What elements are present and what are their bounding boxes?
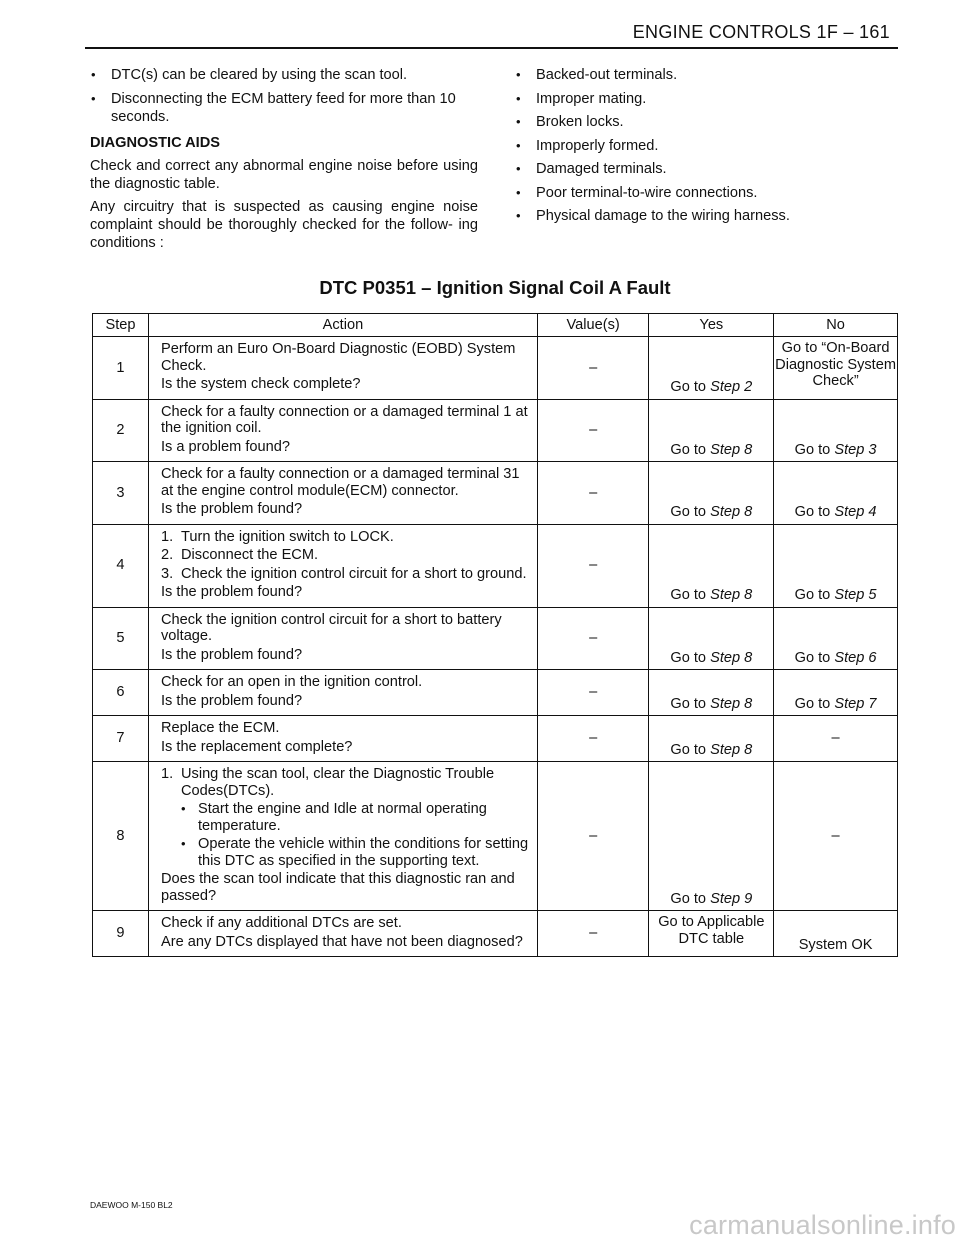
step-cell: 2: [93, 399, 149, 462]
bullet-icon: •: [516, 90, 521, 106]
action-cell: 1. Using the scan tool, clear the Diagnostic Trouble Codes(DTCs). • Start the engine and Idle at normal operating temperature. • Operate the vehicle within the conditions for setting this DTC as specified in the supporting text. Does the scan tool indicate that this diagnostic ran and passed?: [148, 762, 537, 911]
no-cell: Go to Step 5: [774, 524, 898, 607]
watermark: carmanualsonline.info: [689, 1210, 956, 1240]
no-cell: System OK: [774, 911, 898, 957]
table-row: [93, 524, 898, 607]
bullet-item: • Disconnecting the ECM battery feed for more than 10 seconds.: [91, 90, 456, 125]
bullet-icon: •: [516, 137, 521, 153]
step-cell: 7: [93, 716, 149, 762]
action-cell: Check if any additional DTCs are set. Are any DTCs displayed that have not been diagnosed?: [148, 911, 537, 957]
value-cell: –: [537, 607, 649, 670]
value-cell: –: [537, 337, 649, 400]
header-yes: Yes: [649, 314, 774, 337]
yes-cell: Go to Applicable DTC table: [649, 911, 774, 957]
bullet-icon: •: [516, 114, 521, 129]
bullet-item: • Improper mating.: [516, 90, 647, 107]
no-cell: Go to “On-Board Diagnostic System Check”: [774, 337, 898, 400]
step-cell: 6: [93, 670, 149, 716]
value-cell: –: [537, 911, 649, 957]
yes-cell: Go to Step 8: [649, 462, 774, 525]
table-title: DTC P0351 – Ignition Signal Coil A Fault: [319, 277, 671, 298]
bullet-item: • Physical damage to the wiring harness.: [516, 208, 790, 224]
value-cell: –: [537, 670, 649, 716]
section-heading: DIAGNOSTIC AIDS: [90, 134, 220, 151]
page-header: ENGINE CONTROLS 1F – 161: [632, 22, 890, 42]
action-cell: Replace the ECM. Is the replacement complete?: [148, 716, 537, 762]
header-no: No: [774, 314, 898, 337]
bullet-icon: •: [516, 184, 521, 200]
header-rule: [85, 47, 898, 49]
value-cell: –: [537, 762, 649, 911]
header-values: Value(s): [537, 314, 649, 337]
table-row: [93, 670, 898, 716]
value-cell: –: [537, 716, 649, 762]
yes-cell: Go to Step 2: [649, 337, 774, 400]
value-cell: –: [537, 399, 649, 462]
table-row: [93, 607, 898, 670]
action-cell: Check the ignition control circuit for a short to battery voltage. Is the problem found?: [148, 607, 537, 670]
no-cell: Go to Step 4: [774, 462, 898, 525]
no-cell: Go to Step 7: [774, 670, 898, 716]
table-row: [93, 337, 898, 400]
no-cell: Go to Step 6: [774, 607, 898, 670]
bullet-icon: •: [180, 801, 186, 816]
table-row: [93, 762, 898, 911]
bullet-item: • Damaged terminals.: [516, 161, 667, 177]
bullet-icon: •: [91, 90, 96, 106]
no-cell: –: [774, 716, 898, 762]
paragraph: Any circuitry that is suspected as causing engine noise complaint should be thoroughly checked for the follow- ing conditions :: [90, 198, 478, 251]
yes-cell: Go to Step 8: [649, 607, 774, 670]
bullet-icon: •: [516, 161, 521, 176]
bullet-icon: •: [180, 836, 186, 851]
right-column: [515, 66, 875, 231]
footer-code: DAEWOO M-150 BL2: [90, 1200, 173, 1210]
header-action: Action: [148, 314, 537, 337]
yes-cell: Go to Step 8: [649, 399, 774, 462]
value-cell: –: [537, 462, 649, 525]
action-cell: 1. Turn the ignition switch to LOCK. 2. Disconnect the ECM. 3. Check the ignition control circuit for a short to ground. Is the problem found?: [148, 524, 537, 607]
table-row: [93, 716, 898, 762]
left-column: [90, 66, 478, 257]
bullet-icon: •: [516, 67, 521, 82]
step-cell: 1: [93, 337, 149, 400]
yes-cell: Go to Step 8: [649, 524, 774, 607]
table-row: [93, 911, 898, 957]
bullet-icon: •: [91, 67, 96, 82]
action-cell: Check for a faulty connection or a damaged terminal 1 at the ignition coil. Is a problem found?: [148, 399, 537, 462]
bullet-icon: •: [516, 208, 521, 223]
table-row: [93, 462, 898, 525]
step-cell: 4: [93, 524, 149, 607]
bullet-item: • Improperly formed.: [516, 137, 659, 154]
action-cell: Check for an open in the ignition control. Is the problem found?: [148, 670, 537, 716]
yes-cell: Go to Step 8: [649, 716, 774, 762]
action-cell: Check for a faulty connection or a damaged terminal 31 at the engine control module(ECM) connector. Is the problem found?: [148, 462, 537, 525]
bullet-item: • DTC(s) can be cleared by using the scan tool.: [91, 67, 408, 83]
yes-cell: Go to Step 9: [649, 762, 774, 911]
action-cell: Perform an Euro On-Board Diagnostic (EOBD) System Check. Is the system check complete?: [148, 337, 537, 400]
bullet-item: • Backed-out terminals.: [516, 67, 678, 83]
step-cell: 5: [93, 607, 149, 670]
no-cell: Go to Step 3: [774, 399, 898, 462]
no-cell: –: [774, 762, 898, 911]
value-cell: –: [537, 524, 649, 607]
header-step: Step: [93, 314, 149, 337]
table-row: [93, 399, 898, 462]
bullet-item: • Poor terminal-to-wire connections.: [516, 184, 758, 201]
diagnostic-table: [92, 313, 898, 957]
step-cell: 3: [93, 462, 149, 525]
table-header-row: [93, 314, 898, 337]
step-cell: 8: [93, 762, 149, 911]
yes-cell: Go to Step 8: [649, 670, 774, 716]
bullet-item: • Broken locks.: [516, 114, 624, 130]
paragraph: Check and correct any abnormal engine noise before using the diagnostic table.: [90, 157, 478, 192]
step-cell: 9: [93, 911, 149, 957]
